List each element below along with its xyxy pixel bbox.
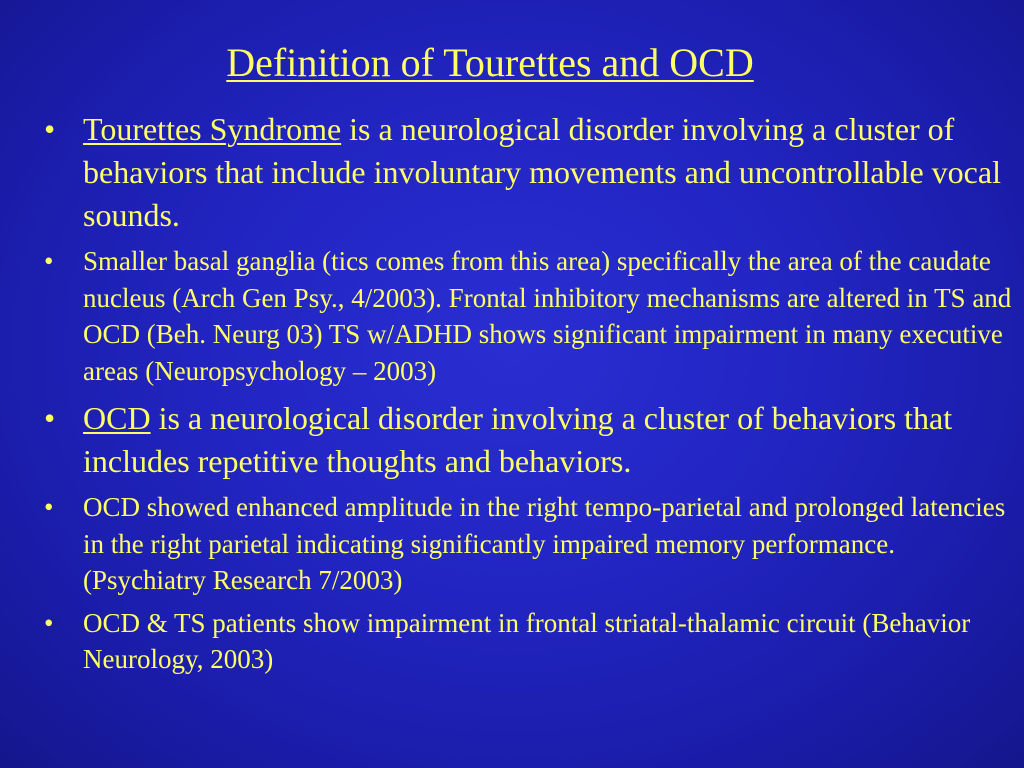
- bullet-text: OCD showed enhanced amplitude in the right tempo-parietal and prolonged latencies in the right parietal indicating significantly impaired memory performance. (Psychiatry Research 7/2003): [83, 492, 1006, 595]
- bullet-dot-icon: •: [44, 492, 54, 522]
- bullet-dot-icon: •: [44, 246, 54, 276]
- bullet-item-ocd-ts-circuit: [44, 605, 1016, 678]
- bullet-dot-icon: •: [44, 607, 54, 638]
- bullet-dot-icon: •: [44, 111, 56, 147]
- bullet-item-tourettes-definition: [44, 108, 1016, 237]
- term-tourettes-syndrome: Tourettes Syndrome: [83, 111, 342, 147]
- bullet-item-ocd-definition: [44, 397, 1016, 483]
- bullet-text: Smaller basal ganglia (tics comes from this area) specifically the area of the caudate nucleus (Arch Gen Psy., 4/2003). Frontal inhibitory mechanisms are altered in TS and OCD (Beh. Neurg 03) TS w/ADHD shows significant impairment in many executive areas (Neuropsychology – 2003): [83, 246, 1012, 386]
- bullet-item-basal-ganglia: [44, 243, 1016, 389]
- bullet-text: is a neurological disorder involving a cluster of behaviors that includes repetitive thoughts and behaviors.: [83, 400, 953, 479]
- slide-title-text: Definition of Tourettes and OCD: [226, 40, 754, 85]
- bullet-dot-icon: •: [44, 400, 56, 436]
- term-ocd: OCD: [83, 400, 151, 436]
- bullet-text: is a neurological disorder involving a cluster of behaviors that include involuntary movements and uncontrollable vocal sounds.: [83, 111, 1001, 233]
- bullet-list: [44, 108, 1016, 678]
- bullet-item-ocd-amplitude: [44, 489, 1016, 599]
- bullet-text: OCD & TS patients show impairment in frontal striatal-thalamic circuit (Behavior Neurology, 2003): [83, 607, 971, 674]
- slide-title: [0, 40, 980, 86]
